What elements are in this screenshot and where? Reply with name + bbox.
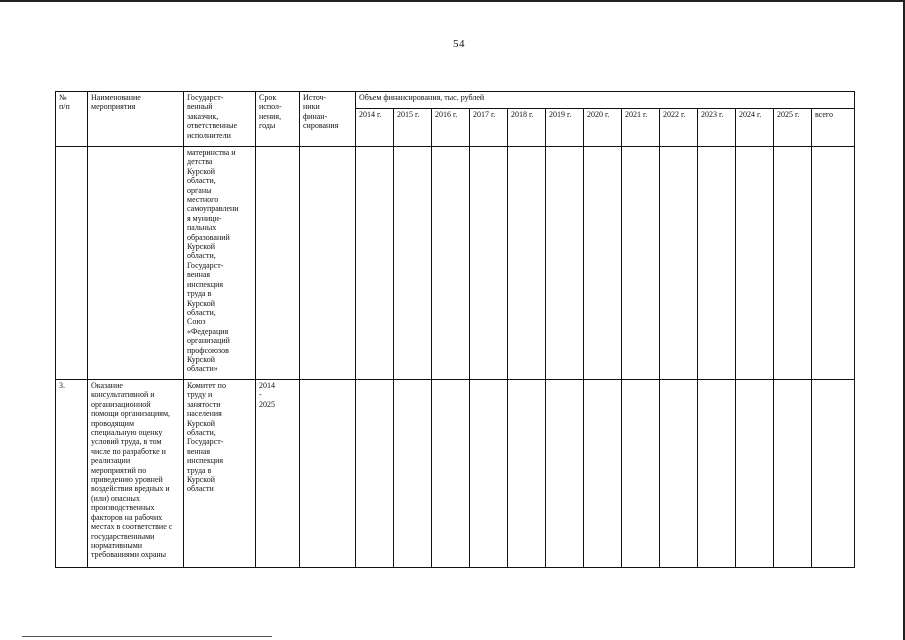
header-year: 2017 г. bbox=[470, 109, 508, 147]
row-cell bbox=[622, 147, 660, 380]
row-cell bbox=[736, 147, 774, 380]
header-year: 2025 г. bbox=[774, 109, 812, 147]
row-cell bbox=[470, 380, 508, 568]
header-year: 2016 г. bbox=[432, 109, 470, 147]
row-cell bbox=[774, 147, 812, 380]
header-customer: Государст- венный заказчик, ответственные исполнители bbox=[184, 92, 256, 147]
row-term bbox=[256, 147, 300, 380]
header-year: 2021 г. bbox=[622, 109, 660, 147]
header-year: 2023 г. bbox=[698, 109, 736, 147]
row-cell bbox=[736, 380, 774, 568]
row-cell bbox=[546, 380, 584, 568]
row-cell bbox=[698, 147, 736, 380]
row-cell bbox=[508, 147, 546, 380]
financing-table bbox=[55, 91, 855, 568]
header-name: Наименование мероприятия bbox=[88, 92, 184, 147]
row-cell bbox=[394, 147, 432, 380]
row-source bbox=[300, 147, 356, 380]
page-number: 54 bbox=[453, 38, 465, 50]
row-cell bbox=[774, 380, 812, 568]
header-volume: Объем финансирования, тыс. рублей bbox=[356, 92, 855, 109]
table-row bbox=[56, 380, 855, 568]
row-term: 2014 - 2025 bbox=[256, 380, 300, 568]
header-row bbox=[56, 92, 855, 109]
row-cell bbox=[356, 147, 394, 380]
header-year: 2022 г. bbox=[660, 109, 698, 147]
row-source bbox=[300, 380, 356, 568]
row-cell bbox=[470, 147, 508, 380]
header-total: всего bbox=[812, 109, 855, 147]
header-num: № п/п bbox=[56, 92, 88, 147]
header-year: 2018 г. bbox=[508, 109, 546, 147]
row-cell bbox=[812, 147, 855, 380]
row-name bbox=[88, 147, 184, 380]
row-cell bbox=[546, 147, 584, 380]
row-cell bbox=[584, 147, 622, 380]
row-name: Оказание консультативной и организационной помощи организациям, проводящим специальную оценку условий труда, в том числе по разработке и реализации мероприятий по приведению уровней воздействия вредных и (или) опасных производственных факторов на рабочих местах в соответствие с государственными нормативными требованиями охраны bbox=[88, 380, 184, 568]
header-term: Срок испол- нения, годы bbox=[256, 92, 300, 147]
header-source: Источ- ники финан- сирования bbox=[300, 92, 356, 147]
page-bottom-line bbox=[22, 636, 272, 637]
row-cell bbox=[432, 147, 470, 380]
table-row bbox=[56, 147, 855, 380]
header-year: 2015 г. bbox=[394, 109, 432, 147]
row-cell bbox=[660, 147, 698, 380]
row-customer: материнства и детства Курской области, органы местного самоуправлени я муници- пальных образований Курской области, Государст- венная инспекция труда в Курской области, Союз «Федерация организаций профсоюзов Курской области» bbox=[184, 147, 256, 380]
row-cell bbox=[622, 380, 660, 568]
row-cell bbox=[394, 380, 432, 568]
row-cell bbox=[660, 380, 698, 568]
row-customer: Комитет по труду и занятости населения Курской области, Государст- венная инспекция труда в Курской области bbox=[184, 380, 256, 568]
header-year: 2020 г. bbox=[584, 109, 622, 147]
row-cell bbox=[584, 380, 622, 568]
header-year: 2014 г. bbox=[356, 109, 394, 147]
header-year: 2019 г. bbox=[546, 109, 584, 147]
page-top-border bbox=[0, 0, 905, 2]
row-cell bbox=[812, 380, 855, 568]
row-cell bbox=[508, 380, 546, 568]
header-year: 2024 г. bbox=[736, 109, 774, 147]
row-num: 3. bbox=[56, 380, 88, 568]
row-cell bbox=[356, 380, 394, 568]
row-cell bbox=[698, 380, 736, 568]
row-cell bbox=[432, 380, 470, 568]
row-num bbox=[56, 147, 88, 380]
